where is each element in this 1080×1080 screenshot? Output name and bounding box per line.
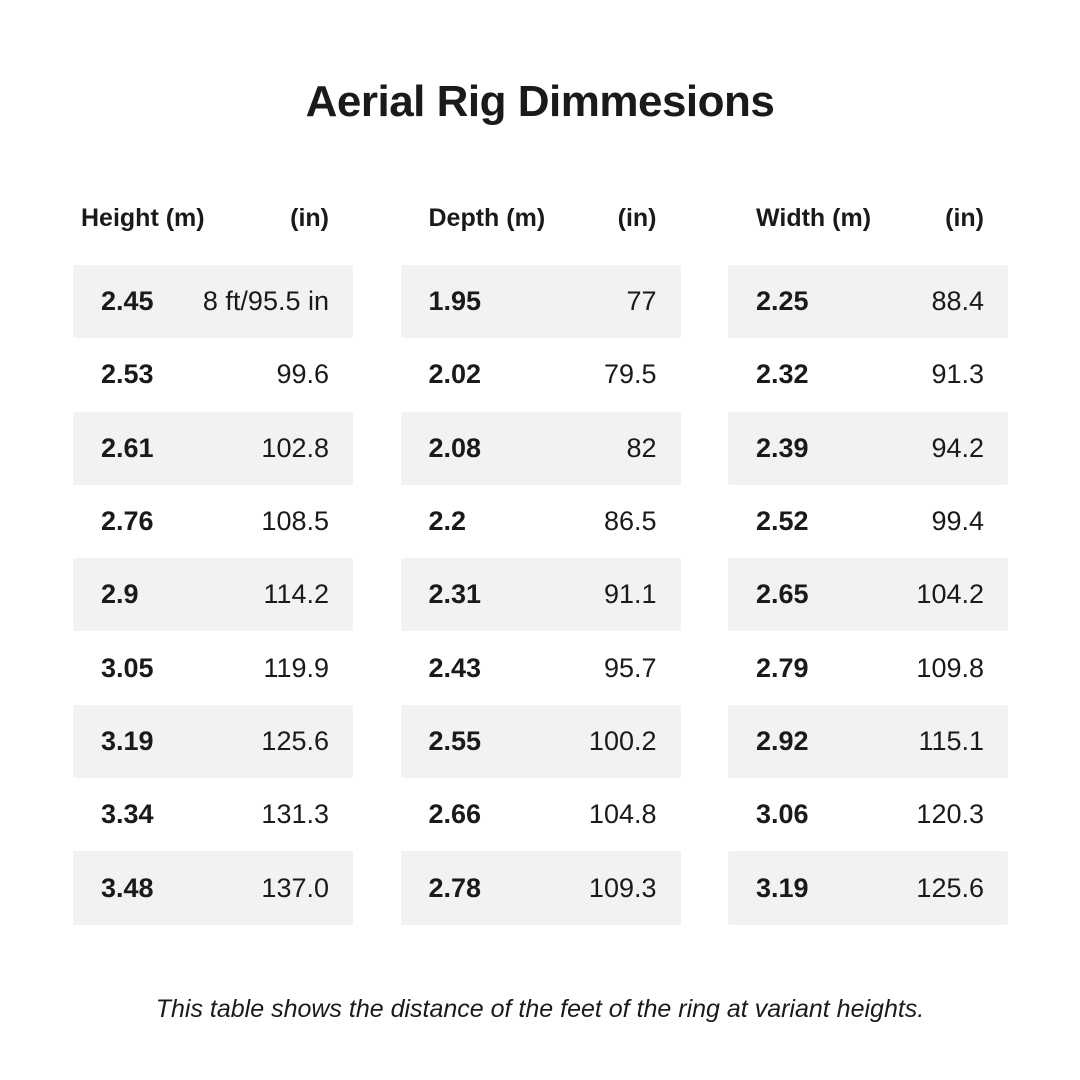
inches-value-cell: 79.5 <box>603 359 657 390</box>
inches-value-cell: 125.6 <box>261 725 329 756</box>
table-row <box>728 338 1008 411</box>
table-row <box>728 485 1008 558</box>
column-header-row <box>73 182 353 255</box>
table-row <box>73 338 353 411</box>
metric-column-header: Depth (m) <box>428 204 546 232</box>
rows-container <box>73 265 353 925</box>
table-row <box>73 705 353 778</box>
table-caption: This table shows the distance of the feet of the ring at variant heights. <box>155 994 925 1023</box>
metric-value-cell: 2.55 <box>428 725 482 756</box>
inches-value-cell: 120.3 <box>916 799 984 830</box>
table-row <box>728 412 1008 485</box>
table-row <box>401 265 681 338</box>
metric-value-cell: 2.53 <box>101 359 154 390</box>
metric-value-cell: 2.31 <box>428 579 482 610</box>
inches-value-cell: 114.2 <box>263 579 329 610</box>
metric-value-cell: 1.95 <box>428 286 482 317</box>
metric-value-cell: 2.25 <box>756 286 809 317</box>
metric-value-cell: 2.65 <box>756 579 809 610</box>
metric-value-cell: 3.19 <box>756 872 809 903</box>
inches-column-header: (in) <box>290 204 329 232</box>
metric-value-cell: 3.48 <box>101 872 154 903</box>
metric-value-cell: 2.92 <box>756 725 809 756</box>
inches-value-cell: 137.0 <box>261 872 329 903</box>
inches-value-cell: 77 <box>626 286 657 317</box>
inches-value-cell: 8 ft/95.5 in <box>202 286 329 317</box>
table-row <box>728 778 1008 851</box>
table-row <box>73 412 353 485</box>
metric-value-cell: 2.66 <box>428 799 482 830</box>
table-row <box>401 778 681 851</box>
inches-value-cell: 102.8 <box>261 432 329 463</box>
column-group <box>73 182 353 925</box>
inches-value-cell: 119.9 <box>263 652 329 683</box>
metric-value-cell: 2.78 <box>428 872 482 903</box>
column-group <box>401 182 681 925</box>
table-row <box>401 558 681 631</box>
page-title: Aerial Rig Dimmesions <box>305 77 775 126</box>
table-row <box>401 705 681 778</box>
inches-value-cell: 99.4 <box>931 506 984 537</box>
inches-value-cell: 104.2 <box>916 579 984 610</box>
metric-value-cell: 2.61 <box>101 432 154 463</box>
table-row <box>73 851 353 924</box>
inches-value-cell: 104.8 <box>588 799 657 830</box>
inches-value-cell: 88.4 <box>931 286 984 317</box>
table-row <box>73 778 353 851</box>
metric-value-cell: 3.06 <box>756 799 809 830</box>
table-row <box>401 631 681 704</box>
inches-value-cell: 131.3 <box>261 799 329 830</box>
metric-column-header: Height (m) <box>81 204 205 232</box>
inches-value-cell: 99.6 <box>276 359 329 390</box>
table-row <box>401 338 681 411</box>
inches-value-cell: 94.2 <box>931 432 984 463</box>
column-header-row <box>728 182 1008 255</box>
metric-value-cell: 2.2 <box>428 506 467 537</box>
inches-value-cell: 82 <box>626 432 657 463</box>
table-row <box>401 412 681 485</box>
metric-value-cell: 2.39 <box>756 432 809 463</box>
inches-value-cell: 108.5 <box>261 506 329 537</box>
inches-column-header: (in) <box>945 204 984 232</box>
table-row <box>728 631 1008 704</box>
metric-value-cell: 2.02 <box>428 359 482 390</box>
table-row <box>73 265 353 338</box>
table-row <box>401 851 681 924</box>
inches-value-cell: 100.2 <box>588 725 657 756</box>
metric-value-cell: 2.52 <box>756 506 809 537</box>
column-group <box>728 182 1008 925</box>
metric-value-cell: 2.76 <box>101 506 154 537</box>
table-row <box>73 558 353 631</box>
inches-value-cell: 109.3 <box>588 872 657 903</box>
column-header-row <box>401 182 681 255</box>
metric-value-cell: 2.32 <box>756 359 809 390</box>
table-row <box>728 558 1008 631</box>
inches-value-cell: 109.8 <box>916 652 984 683</box>
table-row <box>73 485 353 558</box>
rows-container <box>401 265 681 925</box>
table-row <box>73 631 353 704</box>
inches-value-cell: 125.6 <box>916 872 984 903</box>
metric-value-cell: 2.79 <box>756 652 809 683</box>
table-row <box>728 851 1008 924</box>
table-row <box>728 265 1008 338</box>
table-row <box>728 705 1008 778</box>
inches-value-cell: 95.7 <box>603 652 657 683</box>
inches-column-header: (in) <box>617 204 657 232</box>
inches-value-cell: 86.5 <box>603 506 657 537</box>
inches-value-cell: 91.1 <box>603 579 657 610</box>
metric-column-header: Width (m) <box>756 204 872 232</box>
rows-container <box>728 265 1008 925</box>
metric-value-cell: 2.08 <box>428 432 482 463</box>
inches-value-cell: 91.3 <box>931 359 984 390</box>
dimensions-table <box>0 182 1080 925</box>
metric-value-cell: 2.45 <box>101 286 154 317</box>
metric-value-cell: 3.05 <box>101 652 154 683</box>
table-row <box>401 485 681 558</box>
metric-value-cell: 3.34 <box>101 799 154 830</box>
metric-value-cell: 2.9 <box>101 579 139 610</box>
inches-value-cell: 115.1 <box>918 725 984 756</box>
metric-value-cell: 2.43 <box>428 652 482 683</box>
metric-value-cell: 3.19 <box>101 725 154 756</box>
